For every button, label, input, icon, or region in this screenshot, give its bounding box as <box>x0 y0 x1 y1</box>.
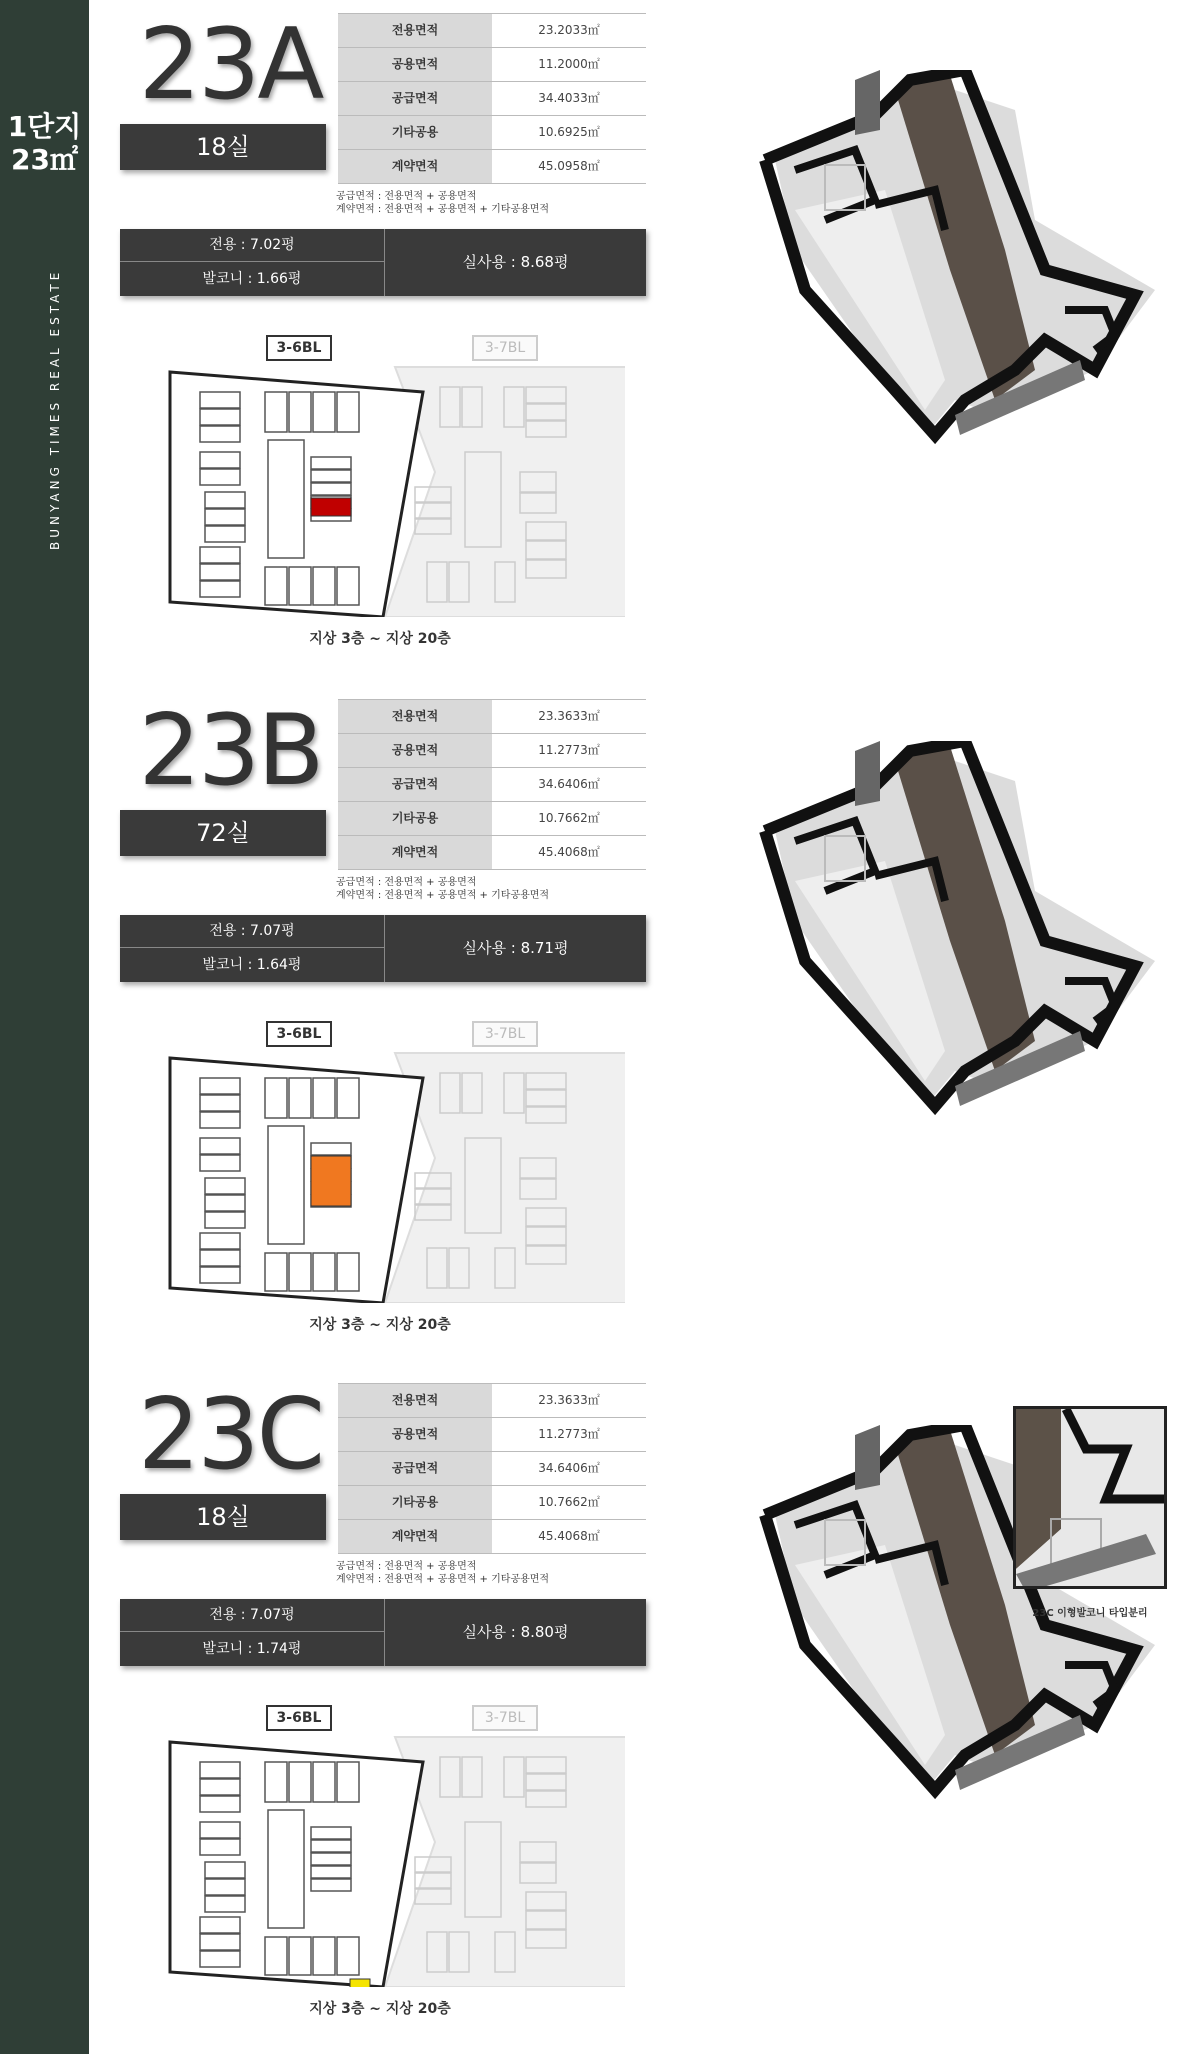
site-plan <box>165 362 625 617</box>
area-value: 45.4068㎡ <box>492 836 646 869</box>
area-row <box>338 802 646 836</box>
area-row <box>338 1384 646 1418</box>
unit-size: 23㎡ <box>11 143 78 176</box>
area-label: 계약면적 <box>338 150 492 183</box>
area-value: 34.6406㎡ <box>492 1452 646 1485</box>
type-name: 23C <box>137 1378 323 1492</box>
area-label: 전용면적 <box>338 700 492 733</box>
area-note-2: 계약면적 : 전용면적 + 공용면적 + 기타공용면적 <box>336 1574 550 1585</box>
area-table <box>338 699 646 870</box>
area-note-2: 계약면적 : 전용면적 + 공용면적 + 기타공용면적 <box>336 890 550 901</box>
pyeong-summary <box>120 1599 646 1666</box>
area-label: 공용면적 <box>338 734 492 767</box>
unit-type-section <box>0 0 1200 670</box>
block-label-3-6bl: 3-6BL <box>266 1021 332 1047</box>
area-row <box>338 48 646 82</box>
area-value: 11.2773㎡ <box>492 1418 646 1451</box>
type-name: 23B <box>138 694 322 808</box>
block-label-3-6bl: 3-6BL <box>266 1705 332 1731</box>
type-name: 23A <box>138 8 322 122</box>
area-value: 11.2000㎡ <box>492 48 646 81</box>
pyeong-summary <box>120 229 646 296</box>
area-value: 23.3633㎡ <box>492 1384 646 1417</box>
block-label-3-7bl: 3-7BL <box>472 1705 538 1731</box>
area-table <box>338 1383 646 1554</box>
room-count: 72실 <box>120 810 326 856</box>
area-table <box>338 13 646 184</box>
site-plan <box>165 1048 625 1303</box>
area-row <box>338 1418 646 1452</box>
floor-range: 지상 3층 ~ 지상 20층 <box>309 2001 451 2017</box>
pyeong-summary <box>120 915 646 982</box>
exclusive-pyeong: 전용 : 7.02평 <box>120 229 384 262</box>
unit-location-highlight <box>350 1979 370 1987</box>
area-row <box>338 116 646 150</box>
area-row <box>338 82 646 116</box>
area-value: 45.0958㎡ <box>492 150 646 183</box>
area-row <box>338 836 646 870</box>
area-label: 공용면적 <box>338 48 492 81</box>
area-label: 공용면적 <box>338 1418 492 1451</box>
area-row <box>338 14 646 48</box>
actual-use-pyeong: 실사용 : 8.80평 <box>462 1623 569 1641</box>
complex-name: 1단지 <box>7 110 82 143</box>
isometric-floor-plan <box>735 70 1155 540</box>
isometric-floor-plan <box>735 741 1155 1211</box>
block-label-3-6bl: 3-6BL <box>266 335 332 361</box>
area-value: 34.6406㎡ <box>492 768 646 801</box>
area-row <box>338 700 646 734</box>
area-value: 34.4033㎡ <box>492 82 646 115</box>
block-label-3-7bl: 3-7BL <box>472 1021 538 1047</box>
brand-vertical-text: BUNYANG TIMES REAL ESTATE <box>48 268 62 550</box>
area-row <box>338 734 646 768</box>
area-note-2: 계약면적 : 전용면적 + 공용면적 + 기타공용면적 <box>336 204 550 215</box>
exclusive-pyeong: 전용 : 7.07평 <box>120 1599 384 1632</box>
room-count: 18실 <box>120 124 326 170</box>
area-label: 공급면적 <box>338 768 492 801</box>
area-label: 계약면적 <box>338 1520 492 1553</box>
area-value: 45.4068㎡ <box>492 1520 646 1553</box>
area-label: 공급면적 <box>338 82 492 115</box>
inset-caption: 23C 이형발코니 타입분리 <box>1032 1608 1148 1619</box>
unit-location-highlight <box>311 1156 351 1206</box>
floor-range: 지상 3층 ~ 지상 20층 <box>309 1317 451 1333</box>
balcony-pyeong: 발코니 : 1.74평 <box>202 1641 302 1657</box>
area-value: 10.6925㎡ <box>492 116 646 149</box>
floor-range: 지상 3층 ~ 지상 20층 <box>309 631 451 647</box>
area-label: 계약면적 <box>338 836 492 869</box>
balcony-pyeong: 발코니 : 1.66평 <box>202 271 302 287</box>
area-row <box>338 1486 646 1520</box>
balcony-pyeong: 발코니 : 1.64평 <box>202 957 302 973</box>
actual-use-pyeong: 실사용 : 8.71평 <box>462 939 569 957</box>
area-label: 전용면적 <box>338 14 492 47</box>
area-value: 11.2773㎡ <box>492 734 646 767</box>
area-label: 공급면적 <box>338 1452 492 1485</box>
area-note-1: 공급면적 : 전용면적 + 공용면적 <box>336 1561 477 1572</box>
area-value: 23.3633㎡ <box>492 700 646 733</box>
block-label-3-7bl: 3-7BL <box>472 335 538 361</box>
area-row <box>338 1520 646 1554</box>
area-row <box>338 150 646 184</box>
unit-type-section <box>0 686 1200 1356</box>
area-label: 기타공용 <box>338 116 492 149</box>
actual-use-pyeong: 실사용 : 8.68평 <box>462 253 569 271</box>
exclusive-pyeong: 전용 : 7.07평 <box>120 915 384 948</box>
area-value: 23.2033㎡ <box>492 14 646 47</box>
area-note-1: 공급면적 : 전용면적 + 공용면적 <box>336 877 477 888</box>
area-label: 전용면적 <box>338 1384 492 1417</box>
area-label: 기타공용 <box>338 1486 492 1519</box>
area-row <box>338 1452 646 1486</box>
balcony-inset-image <box>1013 1406 1167 1589</box>
area-note-1: 공급면적 : 전용면적 + 공용면적 <box>336 191 477 202</box>
unit-location-highlight <box>311 498 351 516</box>
area-label: 기타공용 <box>338 802 492 835</box>
area-value: 10.7662㎡ <box>492 1486 646 1519</box>
area-row <box>338 768 646 802</box>
site-plan <box>165 1732 625 1987</box>
area-value: 10.7662㎡ <box>492 802 646 835</box>
room-count: 18실 <box>120 1494 326 1540</box>
